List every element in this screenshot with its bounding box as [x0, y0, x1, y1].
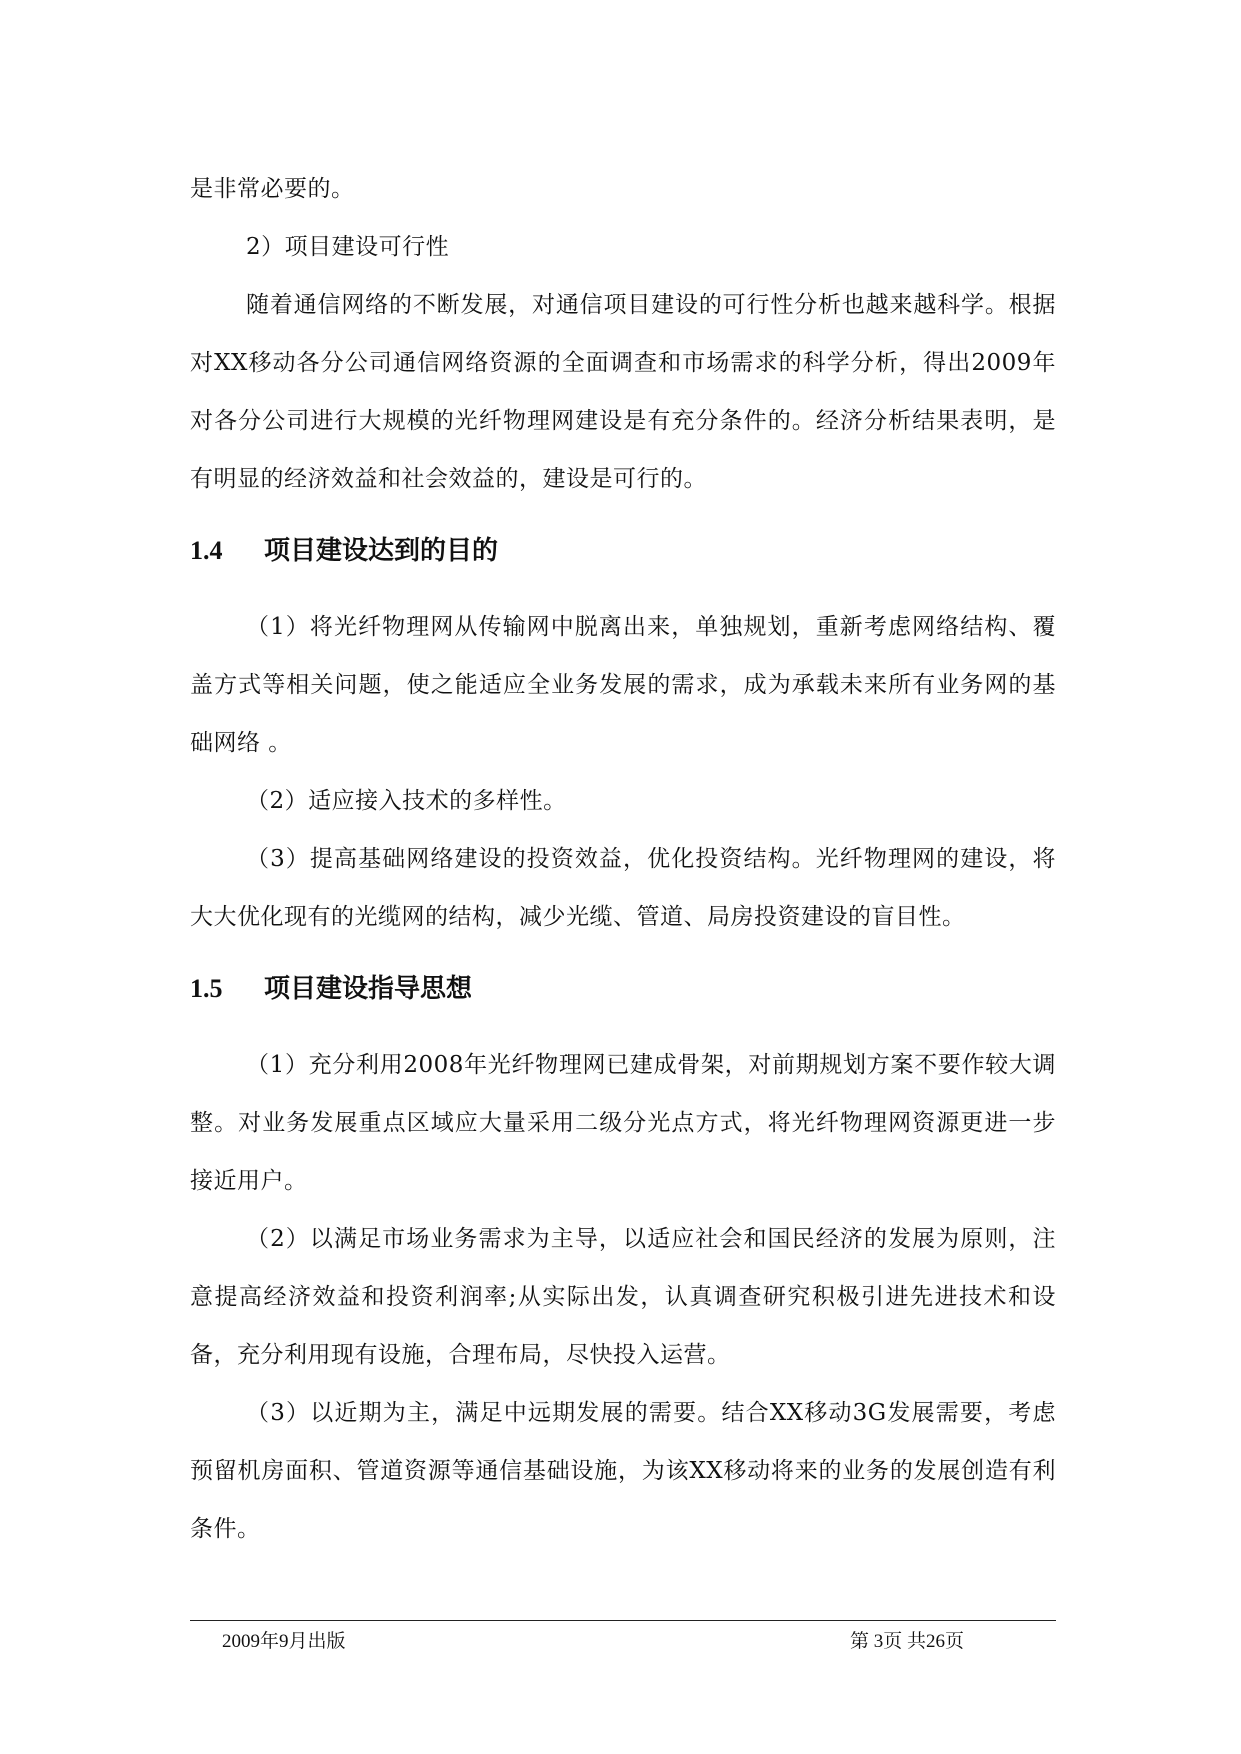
- list-item: （2）适应接入技术的多样性。: [246, 788, 567, 814]
- section-title: 项目建设达到的目的: [264, 536, 499, 566]
- paragraph-continuation: 是非常必要的。: [190, 176, 355, 202]
- section-heading-1-5: [190, 974, 1056, 1004]
- paragraph-feasibility: 随着通信网络的不断发展，对通信项目建设的可行性分析也越来越科学。根据对XX移动各分公司通信网络资源的全面调查和市场需求的科学分析，得出2009年对各分公司进行大规模的光纤物理网建设是有充分条件的。经济分析结果表明，是有明显的经济效益和社会效益的，建设是可行的。: [190, 292, 1056, 492]
- footer-date: 2009年9月出版: [222, 1631, 346, 1652]
- document-body: [190, 160, 1056, 1558]
- footer-divider: [190, 1620, 1056, 1621]
- section-number: 1.5: [190, 974, 223, 1003]
- list-item: （3）以近期为主，满足中远期发展的需要。结合XX移动3G发展需要，考虑预留机房面积、管道资源等通信基础设施，为该XX移动将来的业务的发展创造有利条件。: [190, 1400, 1056, 1542]
- list-item: （2）以满足市场业务需求为主导，以适应社会和国民经济的发展为原则，注意提高经济效益和投资利润率;从实际出发，认真调查研究积极引进先进技术和设备，充分利用现有设施，合理布局，尽快投入运营。: [190, 1226, 1056, 1368]
- list-item: （1）将光纤物理网从传输网中脱离出来，单独规划，重新考虑网络结构、覆盖方式等相关问题，使之能适应全业务发展的需求，成为承载未来所有业务网的基础网络 。: [190, 614, 1056, 756]
- section-heading-1-4: [190, 536, 1056, 566]
- paragraph-subheading-feasibility: 2）项目建设可行性: [246, 234, 450, 260]
- section-title: 项目建设指导思想: [264, 974, 473, 1004]
- list-item: （1）充分利用2008年光纤物理网已建成骨架，对前期规划方案不要作较大调整。对业务发展重点区域应大量采用二级分光点方式，将光纤物理网资源更进一步接近用户。: [190, 1052, 1056, 1194]
- footer-page-number: 第 3页 共26页: [850, 1631, 965, 1652]
- list-item: （3）提高基础网络建设的投资效益，优化投资结构。光纤物理网的建设，将大大优化现有的光缆网的结构，减少光缆、管道、局房投资建设的盲目性。: [190, 846, 1056, 930]
- section-number: 1.4: [190, 536, 223, 565]
